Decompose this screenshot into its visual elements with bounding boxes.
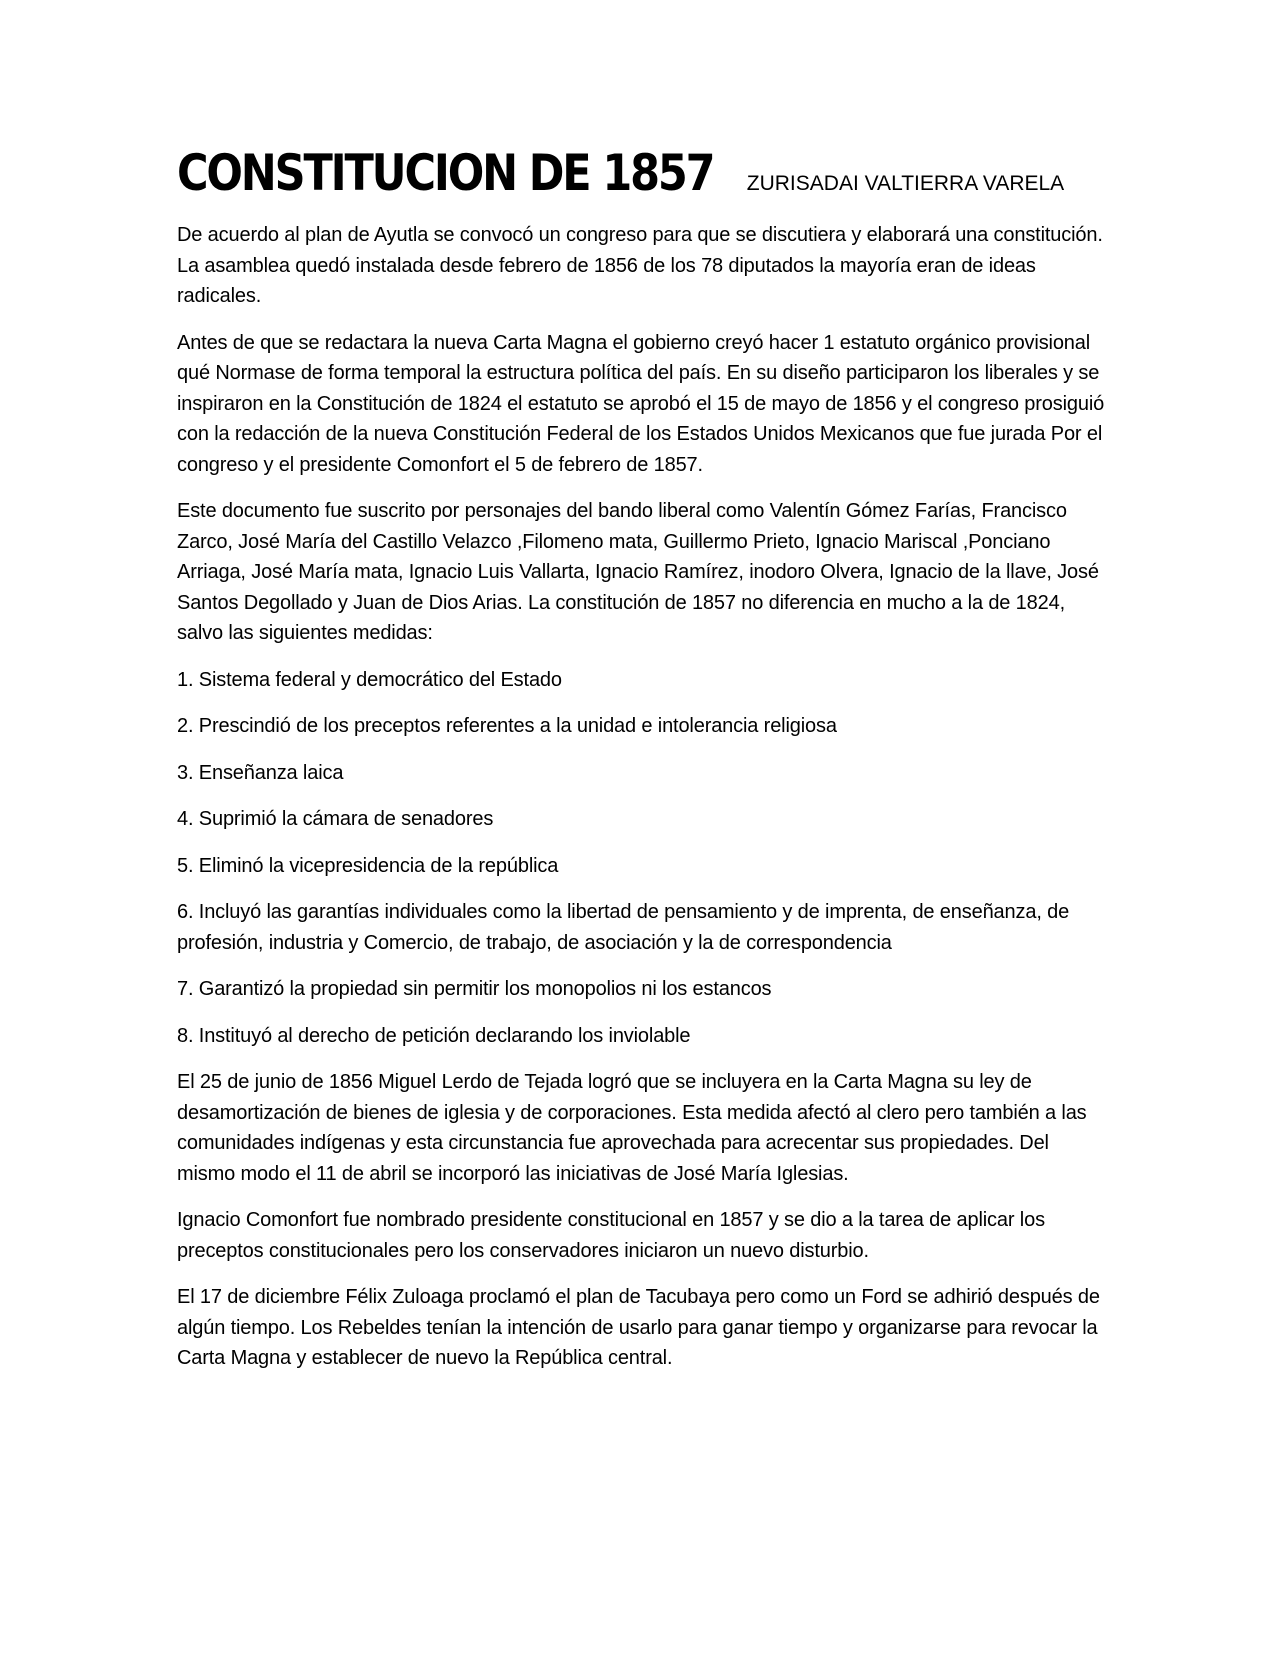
title-row — [177, 144, 1107, 202]
document-page — [177, 144, 1107, 1390]
document-author: ZURISADAI VALTIERRA VARELA — [746, 172, 1065, 195]
list-item: 5. Eliminó la vicepresidencia de la república — [177, 854, 559, 877]
paragraph-intro: De acuerdo al plan de Ayutla se convocó un congreso para que se discutiera y elaborará una constitución. La asamblea quedó instalada desde febrero de 1856 de los 78 diputados la mayoría eran de ideas radicales. — [177, 224, 1103, 307]
list-item: 4. Suprimió la cámara de senadores — [177, 808, 494, 830]
paragraph-comonfort: Ignacio Comonfort fue nombrado presidente constitucional en 1857 y se dio a la tarea de aplicar los preceptos constitucionales pero los conservadores iniciaron un nuevo disturbio. — [177, 1209, 1045, 1262]
list-item: 1. Sistema federal y democrático del Estado — [177, 668, 562, 691]
paragraph-lerdo: El 25 de junio de 1856 Miguel Lerdo de Tejada logró que se incluyera en la Carta Magna su ley de desamortización de bienes de iglesia y de corporaciones. Esta medida afectó al clero pero también a las comunidades indígenas y esta circunstancia fue aprovechada para acrecentar sus propiedades. Del mismo modo el 11 de abril se incorporó las iniciativas de José María Iglesias. — [177, 1071, 1087, 1185]
list-item: 3. Enseñanza laica — [177, 761, 344, 784]
list-item: 2. Prescindió de los preceptos referentes a la unidad e intolerancia religiosa — [177, 715, 837, 737]
list-item: 8. Instituyó al derecho de petición declarando los inviolable — [177, 1024, 691, 1047]
paragraph-tacubaya: El 17 de diciembre Félix Zuloaga proclamó el plan de Tacubaya pero como un Ford se adhirió después de algún tiempo. Los Rebeldes tenían la intención de usarlo para ganar tiempo y organizarse para revocar la Carta Magna y establecer de nuevo la República central. — [177, 1286, 1100, 1369]
document-title: CONSTITUCION DE 1857 — [177, 144, 714, 202]
paragraph-estatuto: Antes de que se redactara la nueva Carta Magna el gobierno creyó hacer 1 estatuto orgánico provisional qué Normase de forma temporal la estructura política del país. En su diseño participaron los liberales y se inspiraron en la Constitución de 1824 el estatuto se aprobó el 15 de mayo de 1856 y el congreso prosiguió con la redacción de la nueva Constitución Federal de los Estados Unidos Mexicanos que fue jurada Por el congreso y el presidente Comonfort el 5 de febrero de 1857. — [177, 331, 1105, 476]
list-item: 7. Garantizó la propiedad sin permitir los monopolios ni los estancos — [177, 978, 772, 1000]
paragraph-signatories: Este documento fue suscrito por personajes del bando liberal como Valentín Gómez Farías, Francisco Zarco, José María del Castillo Velazco ,Filomeno mata, Guillermo Prieto, Ignacio Mariscal ,Ponciano Arriaga, José María mata, Ignacio Luis Vallarta, Ignacio Ramírez, inodoro Olvera, Ignacio de la llave, José Santos Degollado y Juan de Dios Arias. La constitución de 1857 no diferencia en mucho a la de 1824, salvo las siguientes medidas: — [177, 500, 1099, 644]
list-item: 6. Incluyó las garantías individuales como la libertad de pensamiento y de imprenta, de enseñanza, de profesión, industria y Comercio, de trabajo, de asociación y la de correspondencia — [177, 901, 1070, 954]
